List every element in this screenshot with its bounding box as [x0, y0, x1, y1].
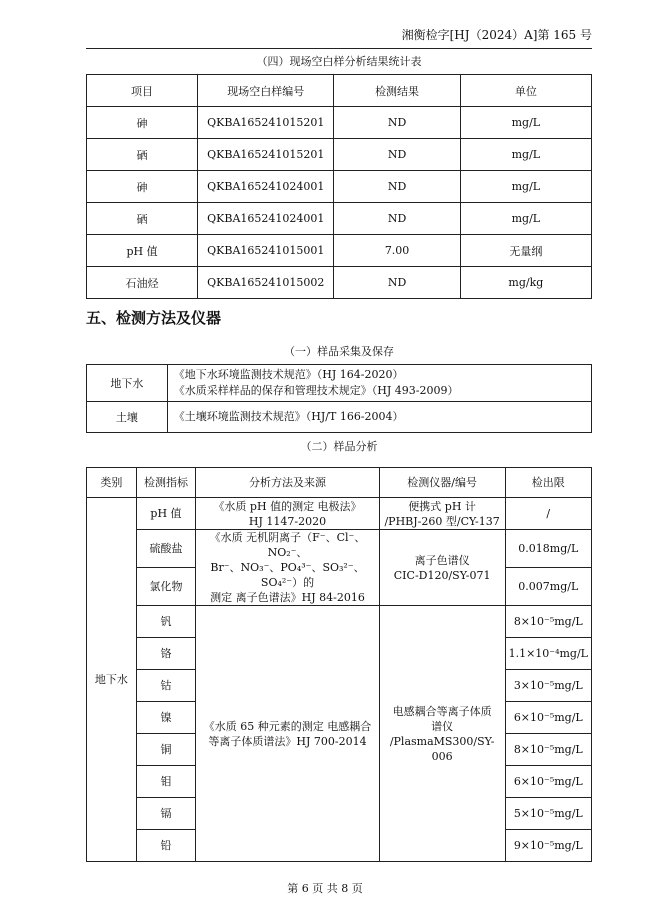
- cell: mg/L: [460, 171, 591, 203]
- indicator-cell: 镍: [136, 702, 196, 734]
- cell: 无量纲: [460, 235, 591, 267]
- column-header: 检测指标: [136, 468, 196, 498]
- indicator-cell: 硫酸盐: [136, 530, 196, 568]
- table-row: [87, 139, 592, 171]
- column-header: 现场空白样编号: [198, 75, 334, 107]
- instrument-cell: [379, 498, 505, 530]
- table-header-row: [87, 468, 592, 498]
- cell: 石油烃: [87, 267, 198, 299]
- cell: ND: [334, 107, 460, 139]
- column-header: 检出限: [505, 468, 591, 498]
- column-header: 检测仪器/编号: [379, 468, 505, 498]
- cell: QKBA165241015002: [198, 267, 334, 299]
- indicator-cell: 氯化物: [136, 568, 196, 606]
- category-cell: 地下水: [87, 498, 137, 862]
- limit-cell: 1.1×10⁻⁴mg/L: [505, 638, 591, 670]
- method-line: 测定 离子色谱法》HJ 84-2016: [210, 591, 365, 604]
- page-footer: 第 6 页 共 8 页: [287, 882, 363, 895]
- indicator-cell: 铅: [136, 830, 196, 862]
- method-cell: [196, 606, 379, 862]
- table-row: [87, 171, 592, 203]
- method-line: 《水质 pH 值的测定 电极法》: [213, 499, 362, 513]
- method-cell: [196, 498, 379, 530]
- cell: 砷: [87, 171, 198, 203]
- cell: 硒: [87, 203, 198, 235]
- column-header: 单位: [460, 75, 591, 107]
- table-row: [87, 235, 592, 267]
- cell: ND: [334, 171, 460, 203]
- cell: pH 值: [87, 235, 198, 267]
- table-row: [87, 498, 592, 530]
- cell: ND: [334, 139, 460, 171]
- cell: ND: [334, 203, 460, 235]
- cell: mg/L: [460, 139, 591, 171]
- standard-line: 《地下水环境监测技术规范》（HJ 164-2020）: [173, 368, 404, 381]
- category-cell: 土壤: [87, 402, 168, 433]
- cell: QKBA165241015201: [198, 107, 334, 139]
- table-row: [87, 203, 592, 235]
- standard-line: 《水质采样样品的保存和管理技术规定》（HJ 493-2009）: [173, 384, 459, 397]
- instrument-line: /PlasmaMS300/SY-006: [389, 734, 495, 763]
- indicator-cell: 钒: [136, 606, 196, 638]
- column-header: 检测结果: [334, 75, 460, 107]
- cell: mg/L: [460, 107, 591, 139]
- column-header: 类别: [87, 468, 137, 498]
- indicator-cell: 钼: [136, 766, 196, 798]
- instrument-line: 电感耦合等离子体质: [392, 704, 492, 718]
- method-cell: [196, 530, 379, 606]
- method-line: HJ 1147-2020: [248, 514, 327, 528]
- limit-cell: 8×10⁻⁵mg/L: [505, 734, 591, 766]
- instrument-line: /PHBJ-260 型/CY-137: [384, 514, 500, 528]
- table-row: [87, 402, 592, 433]
- table-header-row: [87, 75, 592, 107]
- cell: 砷: [87, 107, 198, 139]
- analysis-methods-table: [86, 467, 592, 862]
- cell: mg/L: [460, 203, 591, 235]
- standard-line: 《土壤环境监测技术规范》（HJ/T 166-2004）: [167, 402, 591, 433]
- document-number: 湘衡检字[HJ（2024）A]第 165 号: [401, 28, 592, 42]
- limit-cell: 5×10⁻⁵mg/L: [505, 798, 591, 830]
- table-row: [87, 530, 592, 568]
- limit-cell: 6×10⁻⁵mg/L: [505, 766, 591, 798]
- instrument-line: 便携式 pH 计: [408, 499, 476, 513]
- limit-cell: /: [505, 498, 591, 530]
- table-row: [87, 107, 592, 139]
- cell: QKBA165241015001: [198, 235, 334, 267]
- sampling-caption: （一）样品采集及保存: [87, 338, 592, 365]
- cell: QKBA165241024001: [198, 171, 334, 203]
- method-line: 《水质 无机阴离子（F⁻、Cl⁻、NO₂⁻、: [209, 531, 366, 559]
- blank-sample-table: [86, 48, 592, 299]
- instrument-line: 离子色谱仪: [414, 553, 470, 567]
- column-header: 项目: [87, 75, 198, 107]
- instrument-line: 谱仪: [431, 719, 454, 733]
- column-header: 分析方法及来源: [196, 468, 379, 498]
- limit-cell: 8×10⁻⁵mg/L: [505, 606, 591, 638]
- cell: 7.00: [334, 235, 460, 267]
- limit-cell: 3×10⁻⁵mg/L: [505, 670, 591, 702]
- instrument-line: CIC-D120/SY-071: [393, 568, 491, 582]
- limit-cell: 0.018mg/L: [505, 530, 591, 568]
- analysis-caption: （二）样品分析: [300, 440, 378, 453]
- cell: ND: [334, 267, 460, 299]
- cell: QKBA165241015201: [198, 139, 334, 171]
- section-title: 五、检测方法及仪器: [86, 309, 222, 327]
- standards-cell: [167, 365, 591, 402]
- cell: 硒: [87, 139, 198, 171]
- cell: QKBA165241024001: [198, 203, 334, 235]
- sampling-standards-table: [86, 338, 592, 433]
- table-row: [87, 365, 592, 402]
- table-row: [87, 606, 592, 638]
- method-line: Br⁻、NO₃⁻、PO₄³⁻、SO₃²⁻、SO₄²⁻）的: [210, 561, 365, 589]
- method-line: 等离子体质谱法》HJ 700-2014: [208, 734, 367, 748]
- cell: mg/kg: [460, 267, 591, 299]
- method-line: 《水质 65 种元素的测定 电感耦合: [203, 719, 372, 733]
- instrument-cell: [379, 530, 505, 606]
- limit-cell: 0.007mg/L: [505, 568, 591, 606]
- instrument-cell: [379, 606, 505, 862]
- indicator-cell: 钴: [136, 670, 196, 702]
- blank-table-caption: （四）现场空白样分析结果统计表: [87, 48, 592, 75]
- limit-cell: 6×10⁻⁵mg/L: [505, 702, 591, 734]
- limit-cell: 9×10⁻⁵mg/L: [505, 830, 591, 862]
- category-cell: 地下水: [87, 365, 168, 402]
- indicator-cell: pH 值: [136, 498, 196, 530]
- table-row: [87, 267, 592, 299]
- indicator-cell: 铜: [136, 734, 196, 766]
- indicator-cell: 铬: [136, 638, 196, 670]
- indicator-cell: 镉: [136, 798, 196, 830]
